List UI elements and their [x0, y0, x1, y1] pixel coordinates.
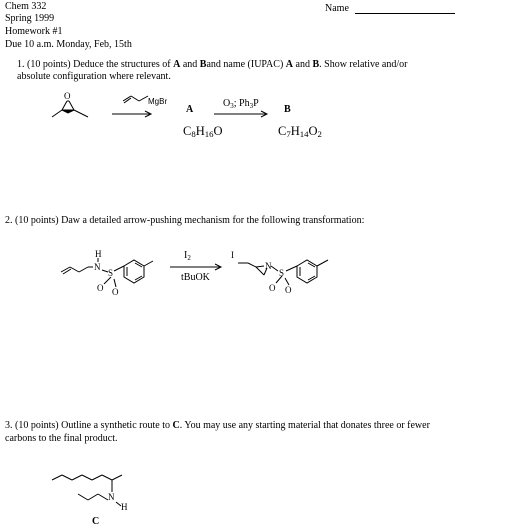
name-label: Name	[325, 3, 349, 14]
target-N-atom: N	[108, 492, 115, 502]
q1-prompt-line1: 1. (10 points) Deduce the structures of A and Band name (IUPAC) A and B. Show relative and/or	[17, 59, 408, 70]
assignment-title: Homework #1	[5, 26, 63, 37]
sm-O1-atom: O	[97, 283, 104, 293]
compound-C-label: C	[92, 516, 100, 527]
product-O2-atom: O	[285, 285, 292, 295]
q1-arrow-1	[112, 111, 151, 117]
term: Spring 1999	[5, 13, 55, 24]
q3-prompt-line2: carbons to the final product.	[5, 433, 118, 444]
epoxide-structure	[52, 101, 88, 117]
formula-A: $C_8H_{16}O$	[183, 124, 223, 139]
compound-B-label: B	[284, 104, 291, 115]
course-title: Chem 332	[5, 1, 47, 12]
q1-prompt-line2: absolute configuration where relevant.	[17, 71, 171, 82]
compound-A-label: A	[186, 104, 194, 115]
due-date: Due 10 a.m. Monday, Feb, 15th	[5, 39, 132, 50]
product-I-atom: I	[231, 250, 234, 260]
grignard-reagent-label: MgBr	[148, 97, 168, 106]
q1-arrow-2	[214, 111, 267, 117]
sm-O2-atom: O	[112, 287, 119, 297]
q3-prompt-line1: 3. (10 points) Outline a synthetic route to C. You may use any starting material that donates three or fewer	[5, 420, 430, 431]
base-reagent: tBuOK	[181, 272, 210, 283]
q2-prompt: 2. (10 points) Daw a detailed arrow-pushing mechanism for the following transformation:	[5, 215, 365, 226]
epoxide-oxygen-label: O	[64, 91, 71, 101]
q2-starting-material	[61, 258, 153, 287]
iodine-reagent: $I_2$	[184, 250, 191, 262]
target-H-atom: H	[121, 502, 128, 512]
formula-B: $C_7H_{14}O_2$	[278, 124, 322, 139]
product-O1-atom: O	[269, 283, 276, 293]
allyl-grignard-structure	[123, 96, 148, 103]
ozonolysis-reagent: $O_3$; $Ph_3P$	[223, 98, 259, 110]
q2-arrow	[170, 264, 221, 270]
sm-H-atom: H	[95, 249, 102, 259]
product-N-atom: N	[265, 261, 272, 271]
sm-S-atom: S	[108, 268, 114, 278]
product-S-atom: S	[279, 268, 285, 278]
sm-N-atom: N	[94, 262, 101, 272]
